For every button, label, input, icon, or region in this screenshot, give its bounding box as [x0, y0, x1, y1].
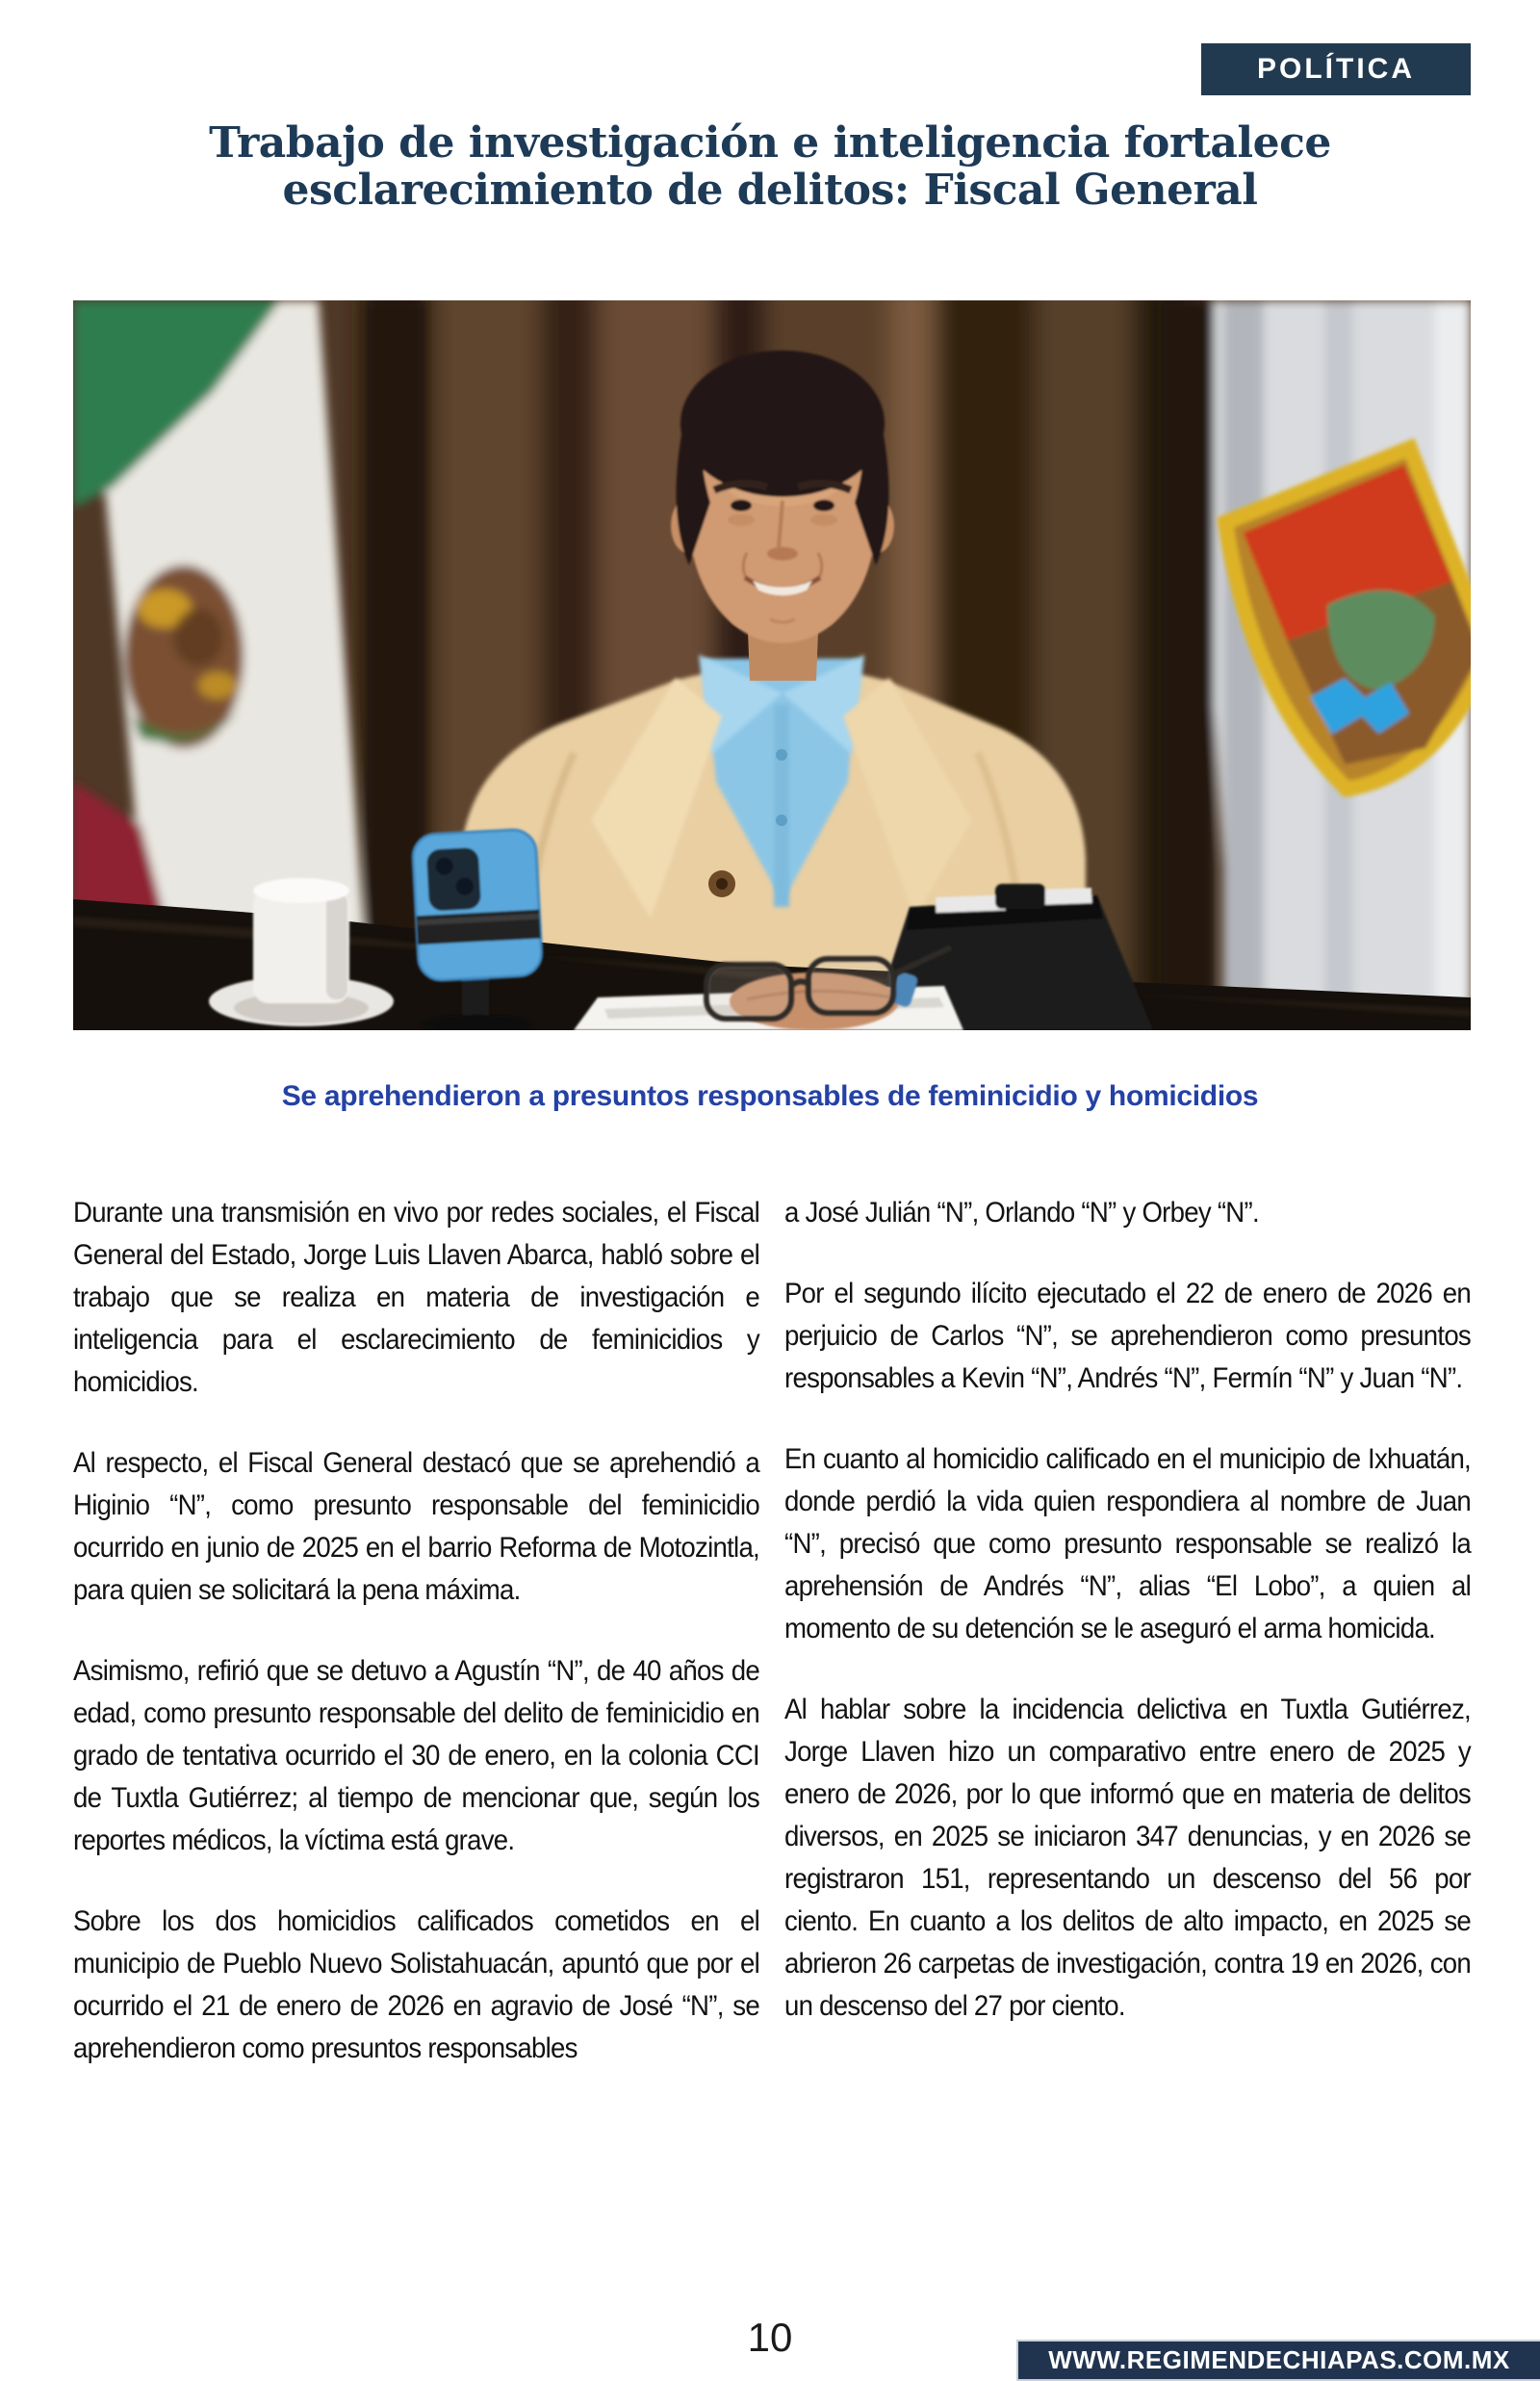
- right-column: [784, 1192, 1471, 2109]
- article-title: [0, 119, 1540, 214]
- paragraph: a José Julián “N”, Orlando “N” y Orbey “N”.: [784, 1197, 1259, 1229]
- article-subtitle: Se aprehendieron a presuntos responsables de feminicidio y homicidios: [281, 1080, 1259, 1112]
- section-badge: [1201, 43, 1471, 95]
- article-title-line2: esclarecimiento de delitos: Fiscal General: [282, 166, 1258, 215]
- article-body: [73, 1192, 1471, 2109]
- paragraph: En cuanto al homicidio calificado en el municipio de Ixhuatán, donde perdió la vida quien respondiera al nombre de Juan “N”, precisó que como presunto responsable se realizó la aprehensión de Andrés “N”, alias “El Lobo”, a quien al momento de su detención se le aseguró el arma homicida.: [784, 1443, 1471, 1644]
- paragraph: Durante una transmisión en vivo por redes sociales, el Fiscal General del Estado, Jorge Luis Llaven Abarca, habló sobre el trabajo que se realiza en materia de investigación e inteligencia para el esclarecimiento de feminicidios y homicidios.: [73, 1197, 759, 1398]
- website-url: WWW.REGIMENDECHIAPAS.COM.MX: [1048, 2345, 1510, 2374]
- left-column: [73, 1192, 759, 2109]
- website-bar: [1016, 2340, 1540, 2381]
- paragraph: Asimismo, refirió que se detuvo a Agustín “N”, de 40 años de edad, como presunto responsable del delito de feminicidio en grado de tentativa ocurrido el 30 de enero, en la colonia CCI de Tuxtla Gutiérrez; al tiempo de mencionar que, según los reportes médicos, la víctima está grave.: [73, 1655, 759, 1856]
- paragraph: Al respecto, el Fiscal General destacó que se aprehendió a Higinio “N”, como presunto responsable del feminicidio ocurrido en junio de 2025 en el barrio Reforma de Motozintla, para quien se solicitará la pena máxima.: [73, 1447, 759, 1606]
- article-photo: [73, 300, 1471, 1030]
- paragraph: Sobre los dos homicidios calificados cometidos en el municipio de Pueblo Nuevo Solistahuacán, apuntó que por el ocurrido el 21 de enero de 2026 en agravio de José “N”, se aprehendieron como presuntos responsables: [73, 1905, 759, 2064]
- chiapas-flag: [1161, 300, 1471, 1030]
- section-badge-label: POLÍTICA: [1257, 53, 1415, 85]
- article-title-line1: Trabajo de investigación e inteligencia fortalece: [209, 118, 1331, 168]
- fiscal-general-photo-illustration: [73, 300, 1471, 1030]
- paragraph: Al hablar sobre la incidencia delictiva en Tuxtla Gutiérrez, Jorge Llaven hizo un comparativo entre enero de 2025 y enero de 2026, por lo que informó que en materia de delitos diversos, en 2025 se iniciaron 347 denuncias, y en 2026 se registraron 151, representando un descenso del 56 por ciento. En cuanto a los delitos de alto impacto, en 2025 se abrieron 26 carpetas de investigación, contra 19 en 2026, con un descenso del 27 por ciento.: [784, 1694, 1471, 2022]
- paragraph: Por el segundo ilícito ejecutado el 22 de enero de 2026 en perjuicio de Carlos “N”, se aprehendieron como presuntos responsables a Kevin “N”, Andrés “N”, Fermín “N” y Juan “N”.: [784, 1278, 1471, 1394]
- page-number: 10: [747, 2315, 793, 2360]
